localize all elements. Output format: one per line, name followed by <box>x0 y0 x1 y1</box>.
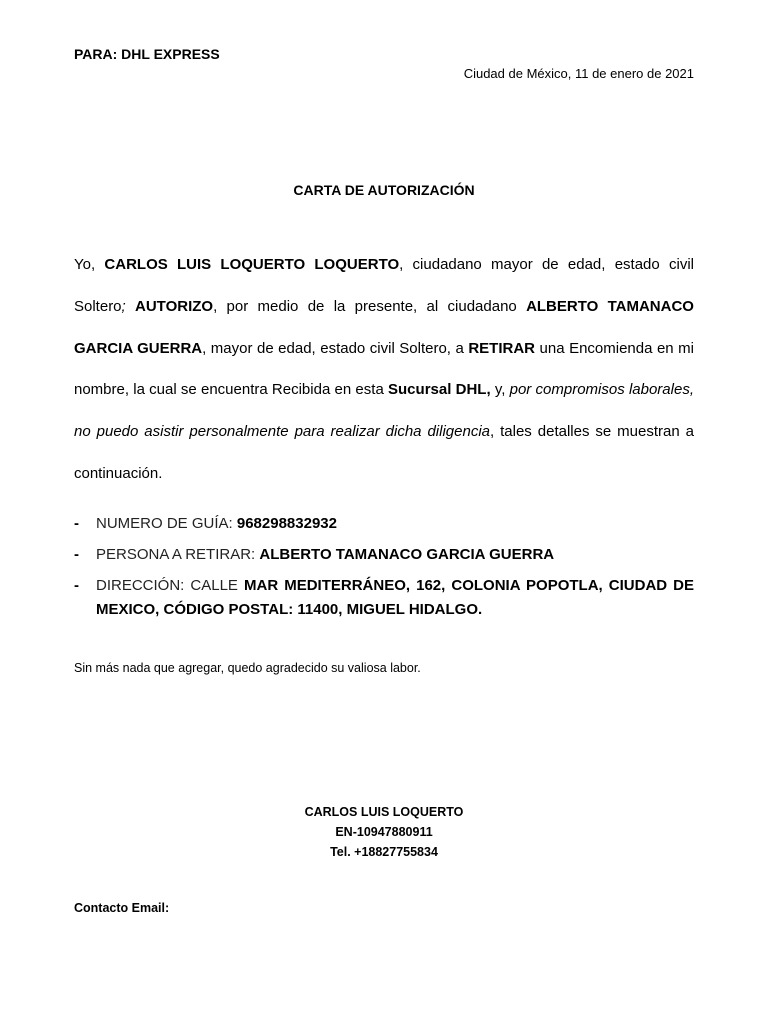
dash-bullet: - <box>74 577 79 594</box>
branch-name: Sucursal DHL <box>388 381 487 399</box>
item-label: DIRECCIÓN: CALLE <box>96 577 244 594</box>
list-item-address <box>74 574 694 622</box>
body-text: , por medio de la presente, al ciudadano <box>213 297 527 315</box>
signature-name: CARLOS LUIS LOQUERTO <box>304 805 464 819</box>
list-item-person <box>74 543 694 567</box>
address-value: MAR MEDITERRÁNEO, 162, COLONIA POPOTLA, CIUDAD DE MEXICO, CÓDIGO POSTAL: 11400, MIGUEL HIDALGO. <box>96 577 695 618</box>
item-label: NUMERO DE GUÍA: <box>96 515 237 532</box>
details-list <box>74 512 694 629</box>
retrieve-keyword: RETIRAR <box>468 339 536 357</box>
body-paragraph <box>74 244 694 495</box>
dash-bullet: - <box>74 546 79 563</box>
body-text: una Encomienda en mi nombre, la cual se encuentra Recibida en esta <box>74 339 694 399</box>
list-item-tracking <box>74 512 694 536</box>
tracking-number: 968298832932 <box>236 515 337 532</box>
pickup-person: ALBERTO TAMANACO GARCIA GUERRA <box>259 546 555 563</box>
item-label: PERSONA A RETIRAR: <box>96 546 260 563</box>
closing-line: Sin más nada que agregar, quedo agradecido su valiosa labor. <box>74 661 421 675</box>
body-text: ; <box>121 297 126 315</box>
authorize-keyword: AUTORIZO <box>135 297 214 315</box>
signature-id: EN-10947880911 <box>335 825 433 839</box>
body-text: , tales detalles se muestran a continuación. <box>74 423 694 482</box>
reason-text: por compromisos laborales, no puedo asistir personalmente para realizar dicha diligencia <box>74 381 694 441</box>
body-text <box>126 298 135 315</box>
dash-bullet: - <box>74 515 79 532</box>
body-text: Yo, <box>74 256 105 273</box>
letter-title: CARTA DE AUTORIZACIÓN <box>293 182 475 198</box>
author-name: CARLOS LUIS LOQUERTO LOQUERTO <box>104 256 400 273</box>
body-text: , <box>486 381 491 399</box>
body-text: y, <box>490 381 510 399</box>
date-line: Ciudad de México, 11 de enero de 2021 <box>463 66 694 81</box>
body-text: , ciudadano mayor de edad, estado civil Soltero <box>74 256 694 315</box>
recipient-line: PARA: DHL EXPRESS <box>74 46 220 62</box>
signature-phone: Tel. +18827755834 <box>330 845 438 859</box>
body-text: , mayor de edad, estado civil Soltero, a <box>202 339 469 357</box>
authorized-person: ALBERTO TAMANACO GARCIA GUERRA <box>74 297 694 357</box>
contact-email-label: Contacto Email: <box>74 901 170 915</box>
